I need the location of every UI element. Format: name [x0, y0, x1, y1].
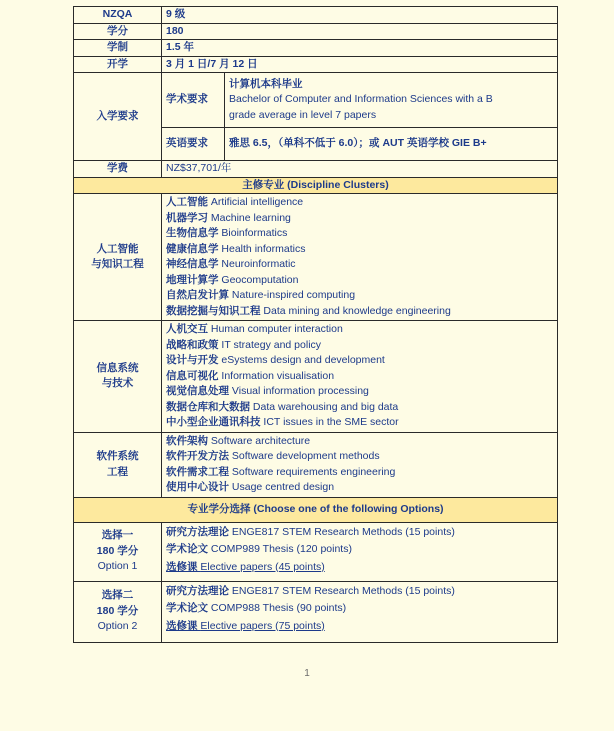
page-number: 1 [304, 668, 310, 679]
option-label-line: 180 学分 [96, 544, 139, 557]
cluster-label-line: 软件系统 [96, 450, 139, 462]
list-item: 中小型企业通讯科技 ICT issues in the SME sector [166, 416, 399, 428]
option-items [162, 522, 558, 581]
cluster-group-ai [74, 194, 558, 321]
english-label: 英语要求 [162, 128, 225, 161]
cluster-label-line: 信息系统 [96, 361, 139, 374]
row-nzqa [74, 7, 558, 24]
list-item: 选修课 Elective papers (45 points) [166, 560, 325, 573]
cluster-label-line: 与知识工程 [91, 258, 144, 270]
options-heading: 专业学分选择 (Choose one of the following Options) [74, 497, 558, 522]
row-entry [74, 73, 558, 161]
intake-value: 3 月 1 日/7 月 12 日 [162, 56, 558, 73]
academic-line: grade average in level 7 papers [229, 108, 377, 121]
list-item: 数据仓库和大数据 Data warehousing and big data [166, 400, 399, 413]
list-item: 研究方法理论 ENGE817 STEM Research Methods (15 points) [166, 525, 455, 538]
cluster-items [162, 432, 558, 497]
list-item: 神经信息学 Neuroinformatic [166, 258, 296, 270]
fees-value: NZ$37,701/年 [162, 161, 558, 178]
option-2 [74, 581, 558, 642]
academic-line: Bachelor of Computer and Information Sciences with a B [229, 93, 493, 106]
cluster-label-line: 与技术 [101, 377, 134, 390]
cluster-group-is [74, 321, 558, 433]
list-item: 自然启发计算 Nature-inspired computing [166, 289, 356, 301]
program-table [73, 6, 558, 643]
list-item: 人机交互 Human computer interaction [166, 323, 343, 335]
list-item: 健康信息学 Health informatics [166, 242, 306, 255]
list-item: 使用中心设计 Usage centred design [166, 481, 335, 493]
academic-requirements [225, 73, 558, 128]
entry-cell [162, 73, 558, 161]
row-credits [74, 23, 558, 40]
entry-inner-table [162, 73, 557, 160]
english-row [162, 128, 557, 161]
option-label-line: 选择二 [101, 589, 134, 602]
option-items [162, 581, 558, 642]
clusters-heading: 主修专业 (Discipline Clusters) [74, 177, 558, 194]
cluster-group-se [74, 432, 558, 497]
entry-label: 入学要求 [74, 73, 162, 161]
list-item: 设计与开发 eSystems design and development [166, 354, 385, 366]
fees-label: 学费 [74, 161, 162, 178]
list-item: 软件架构 Software architecture [166, 434, 311, 447]
duration-label: 学制 [74, 40, 162, 57]
list-item: 学术论文 COMP989 Thesis (120 points) [166, 543, 352, 555]
cluster-label [74, 194, 162, 321]
list-item: 机器学习 Machine learning [166, 211, 291, 224]
list-item: 生物信息学 Bioinformatics [166, 227, 288, 239]
list-item: 研究方法理论 ENGE817 STEM Research Methods (15 points) [166, 584, 455, 597]
nzqa-value: 9 级 [162, 7, 558, 24]
row-options-heading [74, 497, 558, 522]
list-item: 学术论文 COMP988 Thesis (90 points) [166, 602, 347, 614]
option-label-line: 180 学分 [96, 604, 139, 617]
academic-row [162, 73, 557, 128]
list-item: 人工智能 Artificial intelligence [166, 196, 304, 208]
option-label [74, 581, 162, 642]
row-clusters-heading [74, 177, 558, 194]
option-label-line: Option 1 [97, 560, 138, 573]
english-requirement: 雅思 6.5，（单科不低于 6.0）；或 AUT 英语学校 GIE B+ [229, 137, 487, 150]
list-item: 战略和政策 IT strategy and policy [166, 338, 322, 351]
list-item: 视觉信息处理 Visual information processing [166, 385, 369, 397]
list-item: 信息可视化 Information visualisation [166, 369, 335, 382]
list-item: 软件开发方法 Software development methods [166, 450, 380, 462]
list-item: 数据挖掘与知识工程 Data mining and knowledge engineering [166, 304, 451, 317]
nzqa-label: NZQA [74, 7, 162, 24]
cluster-items [162, 321, 558, 433]
list-item: 地理计算学 Geocomputation [166, 273, 299, 286]
academic-label: 学术要求 [162, 73, 225, 128]
list-item: 选修课 Elective papers (75 points) [166, 619, 325, 632]
option-label [74, 522, 162, 581]
credits-value: 180 [162, 23, 558, 40]
option-label-line: 选择一 [101, 529, 134, 542]
duration-value: 1.5 年 [162, 40, 558, 57]
academic-line: 计算机本科毕业 [229, 77, 303, 90]
row-intake [74, 56, 558, 73]
option-1 [74, 522, 558, 581]
list-item: 软件需求工程 Software requirements engineering [166, 465, 396, 478]
cluster-label-line: 工程 [107, 465, 128, 478]
row-duration [74, 40, 558, 57]
credits-label: 学分 [74, 23, 162, 40]
intake-label: 开学 [74, 56, 162, 73]
cluster-label [74, 321, 162, 433]
cluster-label-line: 人工智能 [96, 242, 139, 255]
cluster-items [162, 194, 558, 321]
cluster-label [74, 432, 162, 497]
option-label-line: Option 2 [97, 620, 138, 633]
row-fees [74, 161, 558, 178]
